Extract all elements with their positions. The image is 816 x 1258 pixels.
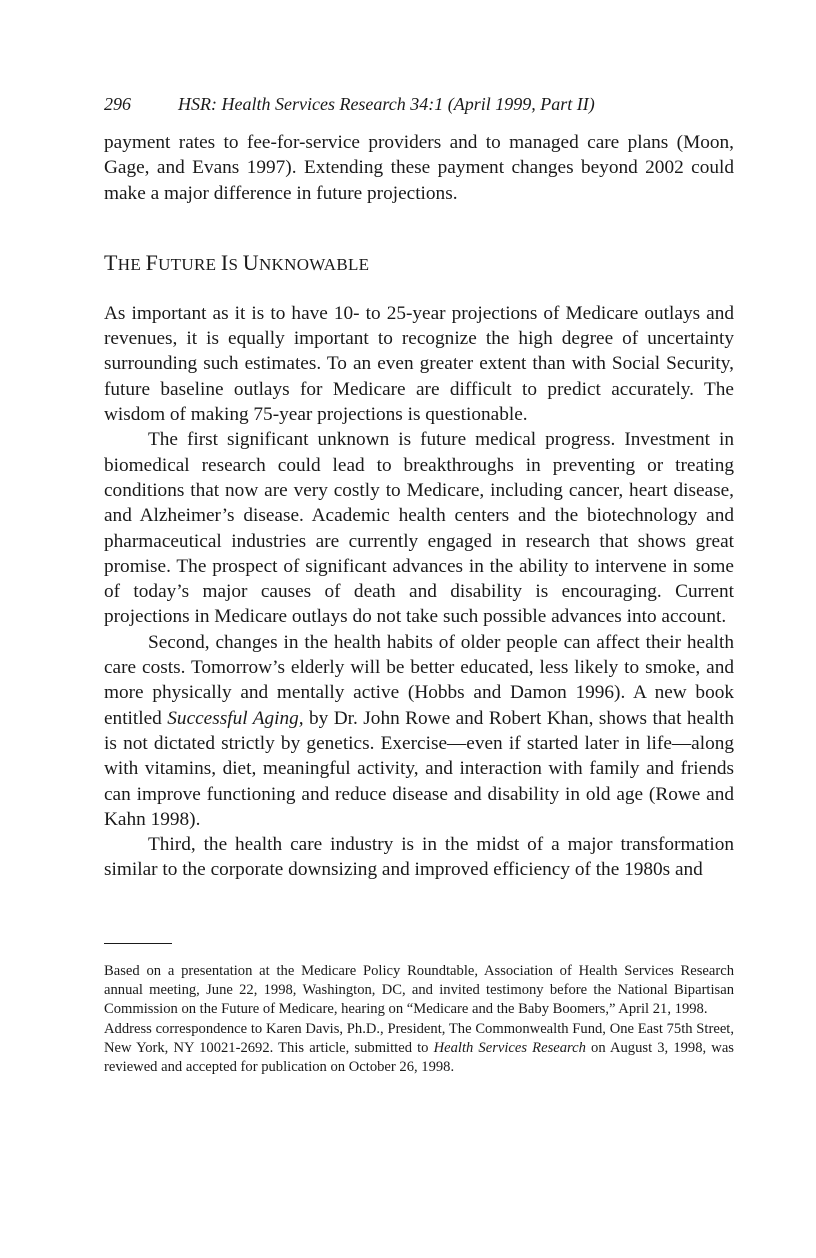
footnotes [104,962,734,1077]
running-head [104,92,734,116]
paragraph-medical-progress: The first significant unknown is future medical progress. Investment in biomedical research could lead to breakthroughs in preventing or treating conditions that now are very costly to Medicare, including cancer, heart disease, and Alzheimer’s disease. Academic health centers and the biotechnology and pharmaceutical industries are currently engaged in research that shows great promise. The prospect of significant advances in the ability to intervene in some of today’s major causes of death and disability is encouraging. Current projections in Medicare outlays do not take such possible advances into account. [104,429,734,628]
footnote-divider [104,943,172,944]
section-heading: THE FUTURE IS UNKNOWABLE [104,249,370,275]
journal-title: HSR: Health Services Research 34:1 (April 1999, Part II) [178,94,595,114]
book-title: Successful Aging, [167,707,304,729]
journal-name: Health Services Research [433,1039,586,1056]
paragraph-industry-transformation: Third, the health care industry is in the midst of a major transformation similar to the corporate downsizing and improved efficiency of the 1980s and [104,834,734,881]
page-body [104,92,734,883]
paragraph-continued: payment rates to fee-for-service providers and to managed care plans (Moon, Gage, and Evans 1997). Extending these payment changes beyond 2002 could make a major difference in future projections. [104,132,734,204]
page-number: 296 [104,94,131,114]
paragraph-health-habits: Second, changes in the health habits of older people can affect their health care costs. Tomorrow’s elderly will be better educated, less likely to smoke, and more physically and mentally active (Hobbs and Damon 1996). A new book entitled Successful Aging, by Dr. John Rowe and Robert Khan, shows that health is not dictated strictly by genetics. Exercise—even if started later in life—along with vitamins, diet, meaningful activity, and interaction with family and friends can improve functioning and reduce disease and disability in old age (Rowe and Kahn 1998). [104,631,734,830]
paragraph-intro: As important as it is to have 10- to 25-year projections of Medicare outlays and revenues, it is equally important to recognize the high degree of uncertainty surrounding such estimates. To an even greater extent than with Social Security, future baseline outlays for Medicare are difficult to predict accurately. The wisdom of making 75-year projections is questionable. [104,302,734,426]
footnote-correspondence: Address correspondence to Karen Davis, Ph.D., President, The Commonwealth Fund, One East 75th Street, New York, NY 10021-2692. This article, submitted to Health Services Research on August 3, 1998, was reviewed and accepted for publication on October 26, 1998. [104,1020,734,1076]
footnote-presentation: Based on a presentation at the Medicare Policy Roundtable, Association of Health Services Research annual meeting, June 22, 1998, Washington, DC, and invited testimony before the National Bipartisan Commission on the Future of Medicare, hearing on “Medicare and the Baby Boomers,” April 21, 1998. [104,963,734,1018]
